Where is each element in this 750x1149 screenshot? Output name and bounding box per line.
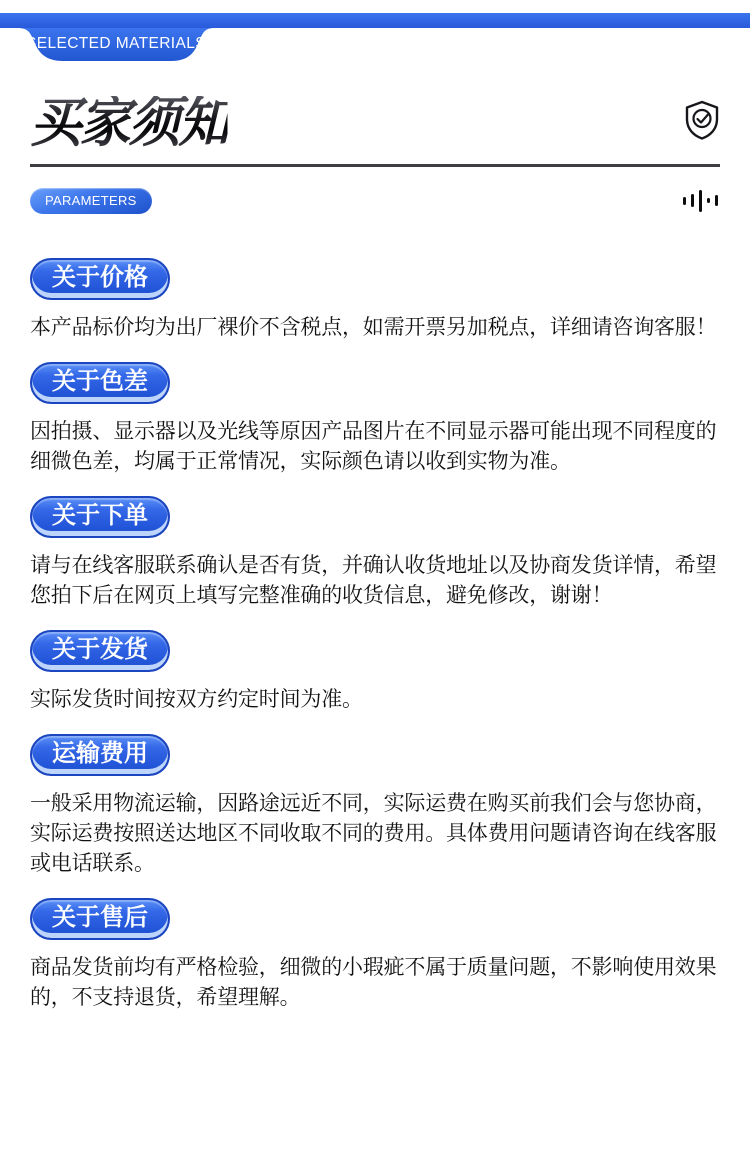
section-pill: 关于售后 — [30, 898, 170, 940]
title-row — [30, 93, 720, 153]
parameters-row — [30, 188, 720, 213]
section-body: 商品发货前均有严格检验，细微的小瑕疵不属于质量问题，不影响使用效果的，不支持退货，希望理解。 — [30, 956, 717, 1009]
parameters-badge: PARAMETERS — [30, 188, 152, 214]
section-shipping — [30, 630, 720, 715]
section-price — [30, 258, 720, 343]
section-pill: 关于下单 — [30, 496, 170, 538]
ribbon-label: SELECTED MATERIALS — [25, 35, 207, 52]
section-body: 一般采用物流运输，因路途远近不同，实际运费在购买前我们会与您协商，实际运费按照送达地区不同收取不同的费用。具体费用问题请咨询在线客服或电话联系。 — [30, 792, 717, 875]
section-freight-cost — [30, 734, 720, 879]
section-body: 本产品标价均为出厂裸价不含税点，如需开票另加税点，详细请咨询客服！ — [30, 316, 717, 339]
section-body: 请与在线客服联系确认是否有货，并确认收货地址以及协商发货详情，希望您拍下后在网页上填写完整准确的收货信息，避免修改，谢谢！ — [30, 554, 717, 607]
section-ordering — [30, 496, 720, 611]
top-bar — [0, 13, 750, 28]
top-white-gap — [0, 0, 750, 13]
section-body: 实际发货时间按双方约定时间为准。 — [30, 688, 363, 711]
section-pill: 关于价格 — [30, 258, 170, 300]
title-divider — [30, 164, 720, 167]
section-pill: 关于发货 — [30, 630, 170, 672]
sound-bars-icon — [683, 189, 718, 213]
page-title: 买家须知 — [30, 93, 228, 153]
main-content — [0, 93, 750, 1013]
section-after-sales — [30, 898, 720, 1013]
ribbon-tab — [17, 28, 215, 61]
section-body: 因拍摄、显示器以及光线等原因产品图片在不同显示器可能出现不同程度的细微色差，均属于正常情况，实际颜色请以收到实物为准。 — [30, 420, 717, 473]
section-pill: 运输费用 — [30, 734, 170, 776]
shield-check-icon — [684, 100, 720, 140]
section-pill: 关于色差 — [30, 362, 170, 404]
section-color-difference — [30, 362, 720, 477]
